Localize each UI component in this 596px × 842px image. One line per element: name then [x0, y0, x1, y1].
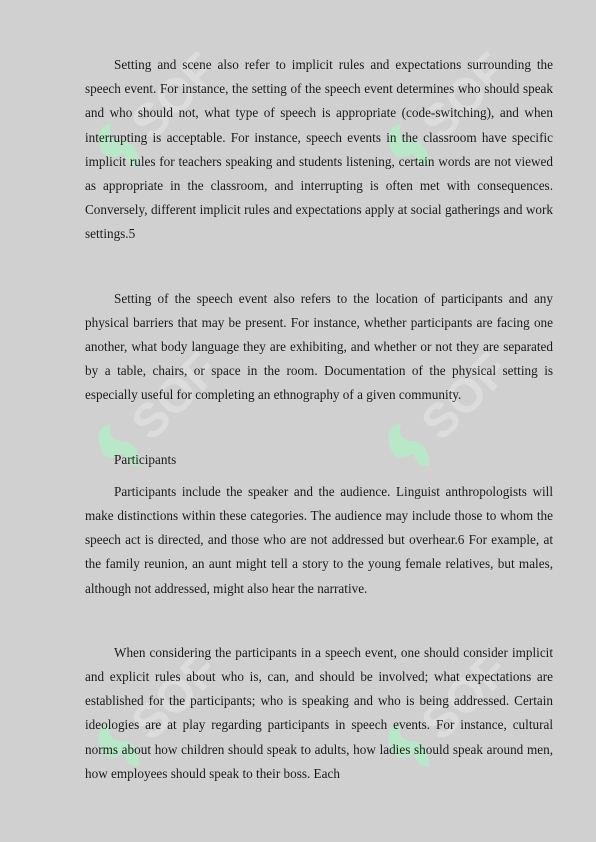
svg-text:SOF: SOF — [121, 645, 225, 751]
svg-text:SOF: SOF — [121, 345, 225, 451]
svg-text:SOF: SOF — [121, 45, 225, 151]
paragraph-participants: Participants include the speaker and the audience. Linguist anthropologists will make distinctions within these categories. The audience may include those to whom the speech act is directed, and those who are not addressed but overhear.6 For example, at the family reunion, an aunt might tell a story to the young female relatives, but males, although not addressed, might also hear the narrative. — [85, 483, 553, 596]
svg-text:SOF: SOF — [411, 645, 515, 751]
paragraph-spacer — [85, 247, 553, 287]
paragraph-spacer — [85, 408, 553, 448]
paragraph-spacer — [85, 601, 553, 641]
paragraph-participant-rules: When considering the participants in a speech event, one should consider implicit and explicit rules about who is, can, and should be involved; what expectations are established for the participants; who is speaking and who is being addressed. Certain ideologies are at play regarding participants in speech events. For instance, cultural norms about how children should speak to adults, how ladies should speak around men, how employees should speak to their boss. Each — [85, 644, 553, 781]
paragraph-setting-location: Setting of the speech event also refers to the location of participants and any physical barriers that may be present. For instance, whether participants are facing one another, what body language they are exhibiting, and whether or not they are separated by a table, chairs, or space in the room. Documentation of the physical setting is especially useful for completing an ethnography of a given community. — [85, 290, 553, 403]
paragraph-setting-rules: Setting and scene also refer to implicit rules and expectations surrounding the speech event. For instance, the setting of the speech event determines who should speak and who should not, what type of speech is appropriate (code-switching), and when interrupting is acceptable. For instance, speech events in the classroom have specific implicit rules for teachers speaking and students listening, certain words are not viewed as appropriate in the classroom, and interrupting is often met with consequences. Conversely, different implicit rules and expectations apply at social gatherings and work settings.5 — [85, 57, 553, 242]
section-heading-participants: Participants — [114, 451, 177, 467]
document-body — [85, 53, 553, 786]
svg-text:SOF: SOF — [411, 45, 515, 151]
svg-text:SOF: SOF — [411, 345, 515, 451]
